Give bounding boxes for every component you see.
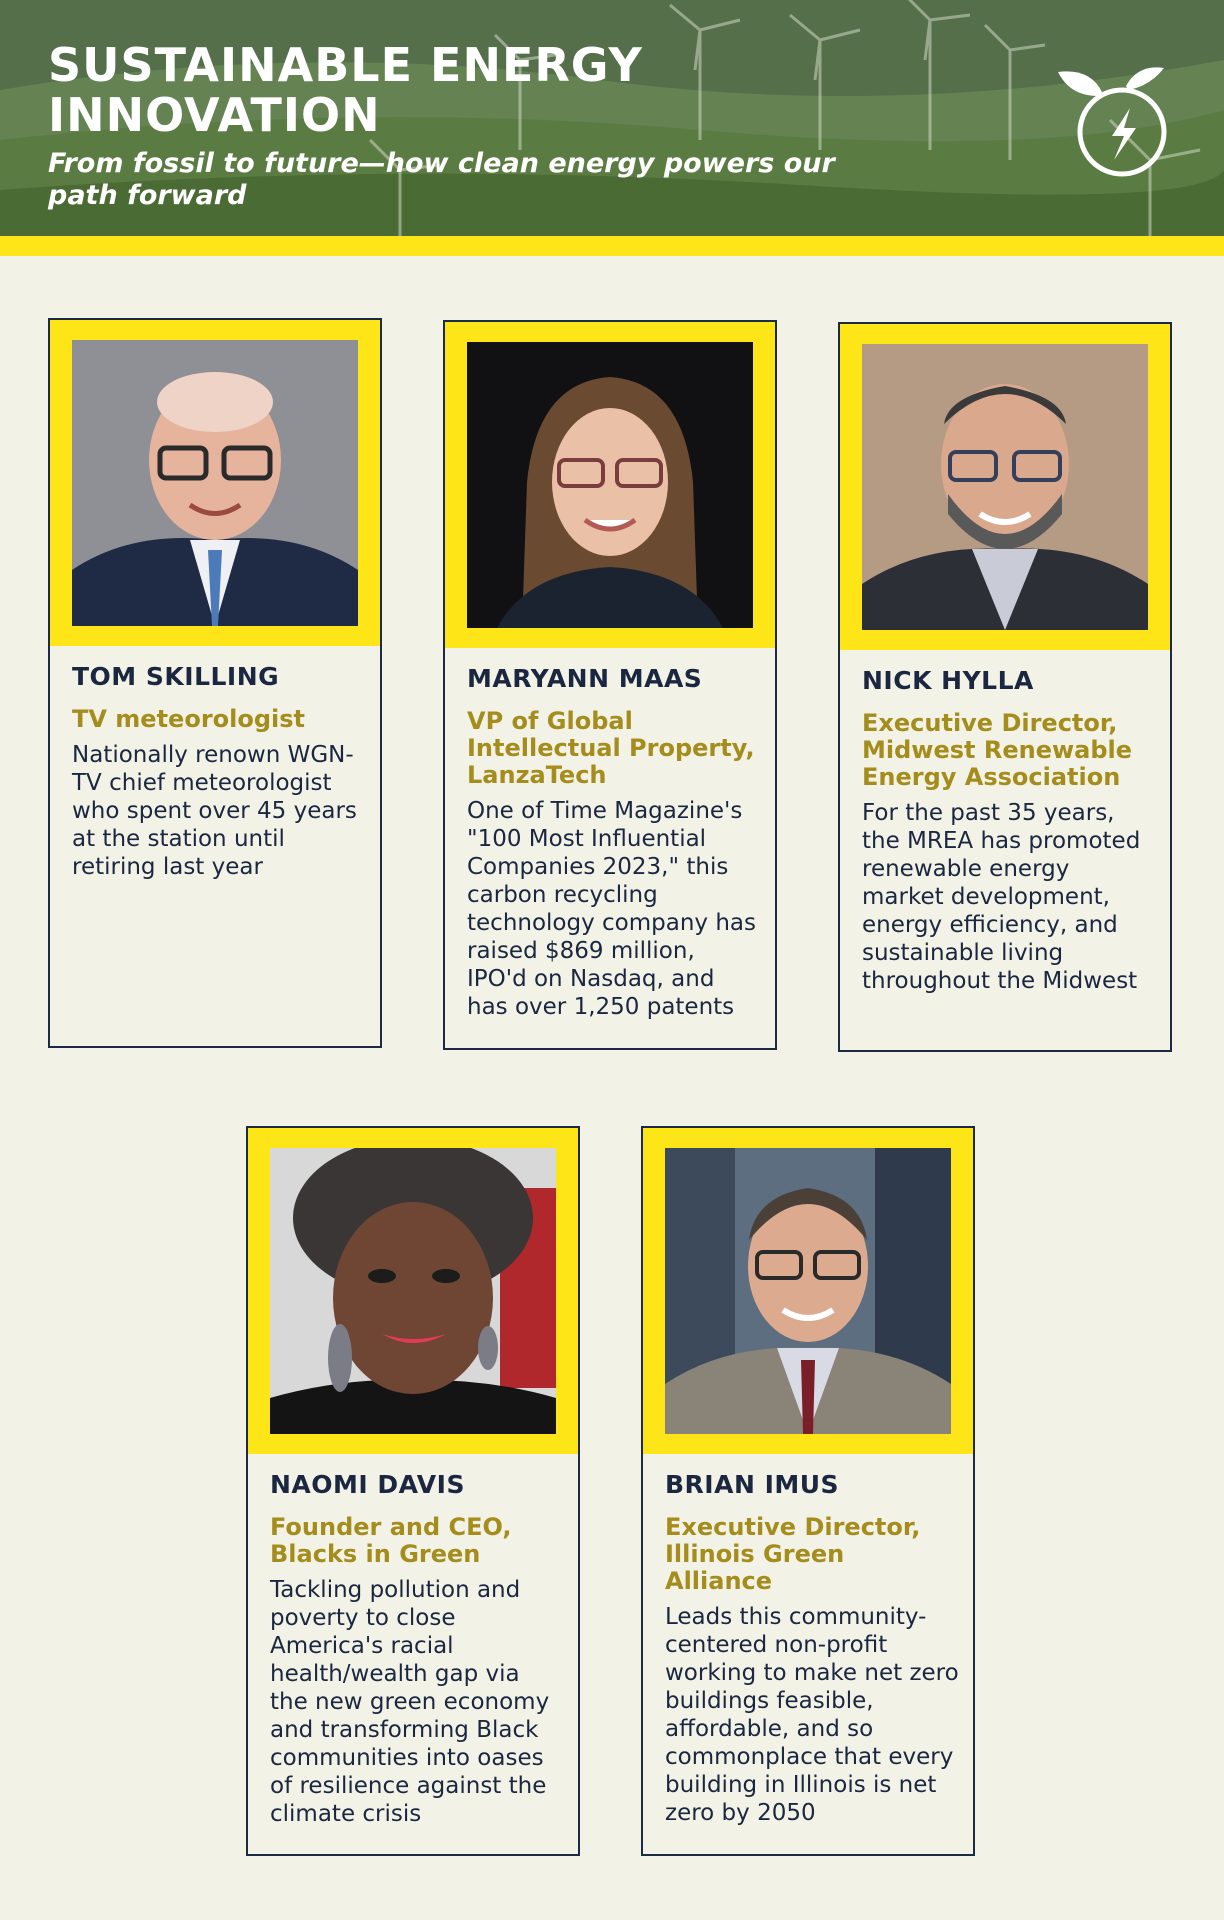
speaker-role: Executive Director, Midwest Renewable Energy Association [862,709,1133,791]
speaker-bio: One of Time Magazine's "100 Most Influential Companies 2023," this carbon recycling technology company has raised $869 million, IPO'd on Nasdaq, and has over 1,250 patents [467,798,756,1020]
speaker-card-nick-hylla [838,322,1172,1052]
accent-bar [0,236,1224,256]
speaker-card-brian-imus [641,1126,975,1856]
page-title: SUSTAINABLE ENERGY INNOVATION [48,38,643,142]
photo-frame [445,322,775,648]
speaker-card-maryann-maas [443,320,777,1050]
photo-frame [840,324,1170,650]
speaker-role: VP of Global Intellectual Property, LanzaTech [467,707,755,789]
speaker-bio: Leads this community-centered non-profit working to make net zero buildings feasible, affordable, and so commonplace that every building in Illinois is net zero by 2050 [665,1604,959,1826]
speaker-name: MARYANN MAAS [467,664,703,693]
speaker-photo [665,1148,951,1434]
photo-frame [50,320,380,646]
speaker-bio: Tackling pollution and poverty to close America's racial health/wealth gap via the new green economy and transforming Black communities into oases of resilience against the climate crisis [270,1577,550,1827]
speaker-role: Founder and CEO, Blacks in Green [270,1513,512,1568]
speaker-name: NICK HYLLA [862,666,1034,695]
speaker-bio: For the past 35 years, the MREA has promoted renewable energy market development, energy efficiency, and sustainable living throughout the Midwest [862,800,1141,994]
speaker-card-tom-skilling [48,318,382,1048]
speaker-role: Executive Director, Illinois Green Alliance [665,1513,921,1595]
header-banner [0,0,1224,236]
speaker-bio: Nationally renown WGN-TV chief meteorologist who spent over 45 years at the station until retiring last year [72,742,357,880]
photo-frame [643,1128,973,1454]
leaf-lightning-icon [1050,66,1170,186]
speaker-name: BRIAN IMUS [665,1470,840,1499]
photo-frame [248,1128,578,1454]
speaker-name: TOM SKILLING [72,662,280,691]
speaker-photo [270,1148,556,1434]
speaker-photo [467,342,753,628]
page-subtitle: From fossil to future—how clean energy powers our path forward [48,148,835,211]
speaker-photo [862,344,1148,630]
speaker-name: NAOMI DAVIS [270,1470,465,1499]
speaker-role: TV meteorologist [72,705,306,733]
speaker-card-naomi-davis [246,1126,580,1856]
speaker-photo [72,340,358,626]
